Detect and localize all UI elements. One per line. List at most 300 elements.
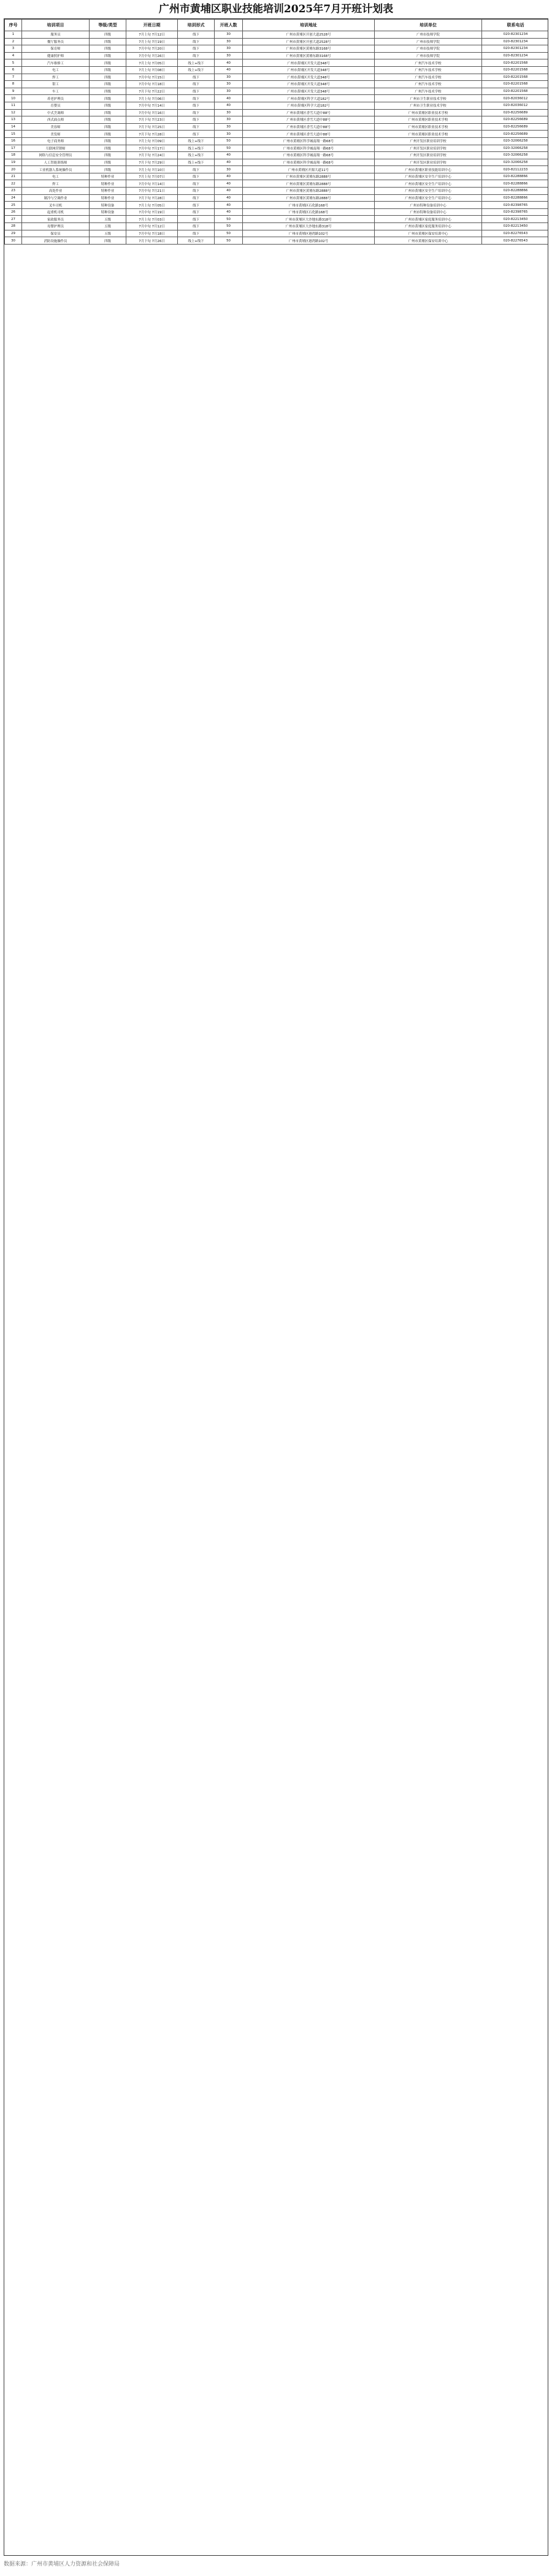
- table-row: [5, 159, 549, 166]
- column-header: 培训形式: [178, 20, 215, 31]
- table-cell: 020-82256689: [482, 131, 549, 138]
- table-row: [5, 173, 549, 180]
- table-cell: 020-82256689: [482, 123, 549, 131]
- table-cell: 020-82288866: [482, 188, 549, 195]
- table-cell: 广州市黄埔区职业技术学校: [375, 131, 482, 138]
- table-cell: 30: [215, 166, 243, 173]
- table-cell: 9: [5, 88, 22, 95]
- page-title: 广州市黄埔区职业技能培训2025年7月开班计划表: [158, 3, 394, 15]
- table-cell: 020-82213450: [482, 223, 549, 230]
- table-cell: 020-82112233: [482, 166, 549, 173]
- table-cell: 特种作业: [90, 194, 126, 202]
- table-cell: 四级: [90, 52, 126, 59]
- table-cell: 50: [215, 237, 243, 245]
- table-cell: 高处作业: [22, 188, 90, 195]
- table-cell: 四级: [90, 59, 126, 67]
- table-cell: 广州市黄埔区黄埔东路3168号: [243, 52, 375, 59]
- table-row: [5, 31, 549, 39]
- table-cell: 广州市黄埔区安全生产培训中心: [375, 188, 482, 195]
- table-cell: 线下: [178, 52, 215, 59]
- table-cell: 6: [5, 66, 22, 74]
- table-cell: 020-82398765: [482, 202, 549, 209]
- table-cell: 线上+线下: [178, 59, 215, 67]
- table-cell: 广州开发区职业培训学校: [375, 145, 482, 152]
- table-row: [5, 152, 549, 159]
- table-cell: 7月上旬 7月03日: [126, 216, 178, 223]
- table-cell: 线上+线下: [178, 145, 215, 152]
- table-cell: 叉车司机: [22, 202, 90, 209]
- table-row: [5, 109, 549, 116]
- table-cell: 四级: [90, 74, 126, 81]
- table-cell: 四级: [90, 66, 126, 74]
- table-cell: 50: [215, 216, 243, 223]
- table-cell: 四级: [90, 81, 126, 88]
- table-cell: 家政服务员: [22, 216, 90, 223]
- table-cell: 020-32066258: [482, 152, 549, 159]
- table-cell: 7月中旬 7月18日: [126, 230, 178, 237]
- table-cell: 焊工: [22, 180, 90, 188]
- table-cell: 30: [215, 81, 243, 88]
- table-cell: 40: [215, 95, 243, 102]
- table-cell: 五级: [90, 216, 126, 223]
- table-cell: 7月中旬 7月12日: [126, 223, 178, 230]
- table-row: [5, 137, 549, 145]
- table-cell: 广州市黄埔区职业技术学校: [375, 123, 482, 131]
- table-cell: 广州市黄埔区家庭服务培训中心: [375, 216, 482, 223]
- table-cell: 40: [215, 159, 243, 166]
- table-cell: 四级: [90, 45, 126, 53]
- table-cell: 12: [5, 109, 22, 116]
- table-cell: 线下: [178, 180, 215, 188]
- table-cell: 线下: [178, 31, 215, 39]
- table-row: [5, 52, 549, 59]
- table-cell: 广州市黄埔区开源大道11号: [243, 166, 375, 173]
- table-cell: 四级: [90, 166, 126, 173]
- table-cell: 020-82201568: [482, 88, 549, 95]
- column-header: 联系电话: [482, 20, 549, 31]
- table-cell: 广州市黄埔区香雪大道中88号: [243, 109, 375, 116]
- table-cell: 特种设备: [90, 208, 126, 216]
- table-cell: 7月下旬 7月26日: [126, 237, 178, 245]
- table-cell: 广州市黄埔区职业技术学校: [375, 116, 482, 124]
- table-cell: 广州市黄埔区安全生产培训中心: [375, 194, 482, 202]
- table-row: [5, 223, 549, 230]
- table-cell: 线下: [178, 131, 215, 138]
- table-cell: 线下: [178, 109, 215, 116]
- table-cell: 四级: [90, 123, 126, 131]
- table-cell: 020-82288866: [482, 194, 549, 202]
- table-cell: 1: [5, 31, 22, 39]
- table-cell: 020-32066258: [482, 137, 549, 145]
- table-cell: 广州市黄埔区职业技能培训中心: [375, 166, 482, 173]
- table-cell: 线下: [178, 102, 215, 109]
- table-cell: 四级: [90, 31, 126, 39]
- table-cell: 25: [5, 202, 22, 209]
- table-cell: 7月上旬 7月08日: [126, 66, 178, 74]
- table-cell: 线上+线下: [178, 137, 215, 145]
- column-header: 开班人数: [215, 20, 243, 31]
- table-cell: 线下: [178, 216, 215, 223]
- table-cell: 广州市黄埔区开发大道348号: [243, 59, 375, 67]
- table-cell: 50: [215, 145, 243, 152]
- table-cell: 广州市黄埔区科学城南翔一路68号: [243, 145, 375, 152]
- table-cell: 广州市黄埔区大沙地东路318号: [243, 216, 375, 223]
- table-cell: 线下: [178, 166, 215, 173]
- table-cell: 起重机司机: [22, 208, 90, 216]
- table-cell: 22: [5, 180, 22, 188]
- table-cell: 广州汽车技术学校: [375, 74, 482, 81]
- table-cell: 广州市黄埔区开发大道348号: [243, 81, 375, 88]
- table-cell: 40: [215, 180, 243, 188]
- table-cell: 美容师: [22, 123, 90, 131]
- table-cell: 广州汽车技术学校: [375, 66, 482, 74]
- table-cell: 020-82201568: [482, 66, 549, 74]
- table-cell: 中式烹调师: [22, 109, 90, 116]
- table-cell: 育婴员: [22, 102, 90, 109]
- table-cell: 020-32066258: [482, 159, 549, 166]
- table-row: [5, 102, 549, 109]
- table-cell: 线上+线下: [178, 66, 215, 74]
- table-cell: 28: [5, 223, 22, 230]
- table-cell: 7月下旬 7月28日: [126, 131, 178, 138]
- table-cell: 020-82201568: [482, 59, 549, 67]
- table-cell: 50: [215, 230, 243, 237]
- table-cell: 广州市黄埔区科学城南翔一路68号: [243, 152, 375, 159]
- table-row: [5, 145, 549, 152]
- table-cell: 线下: [178, 38, 215, 45]
- table-cell: 7月中旬 7月26日: [126, 52, 178, 59]
- table-cell: 18: [5, 152, 22, 159]
- table-cell: 线下: [178, 208, 215, 216]
- table-row: [5, 88, 549, 95]
- table-cell: 线下: [178, 202, 215, 209]
- table-cell: 四级: [90, 102, 126, 109]
- table-cell: 广州市黄埔区保安培训中心: [375, 237, 482, 245]
- table-cell: 消防设施操作员: [22, 237, 90, 245]
- table-cell: 四级: [90, 145, 126, 152]
- table-cell: 7月下旬 7月28日: [126, 194, 178, 202]
- table-row: [5, 208, 549, 216]
- table-cell: 020-82036012: [482, 95, 549, 102]
- table-cell: 15: [5, 131, 22, 138]
- table-header-row: [5, 20, 549, 31]
- table-cell: 40: [215, 202, 243, 209]
- table-cell: 7月上旬 7月19日: [126, 38, 178, 45]
- table-cell: 30: [215, 131, 243, 138]
- table-cell: 广州市黄埔区科学大道182号: [243, 95, 375, 102]
- table-cell: 40: [215, 152, 243, 159]
- table-cell: 线下: [178, 74, 215, 81]
- table-cell: 特种作业: [90, 180, 126, 188]
- table-cell: 四级: [90, 159, 126, 166]
- table-cell: 车工: [22, 88, 90, 95]
- table-cell: 020-82276543: [482, 237, 549, 245]
- column-header: 序号: [5, 20, 22, 31]
- table-cell: 2: [5, 38, 22, 45]
- table-cell: 线下: [178, 230, 215, 237]
- column-header: 培训单位: [375, 20, 482, 31]
- table-cell: 020-82398765: [482, 208, 549, 216]
- table-cell: 人工智能训练师: [22, 159, 90, 166]
- table-cell: 工业机器人系统操作员: [22, 166, 90, 173]
- table-cell: 21: [5, 173, 22, 180]
- table-cell: 广州市黄埔区石化路168号: [243, 202, 375, 209]
- table-cell: 特种作业: [90, 173, 126, 180]
- table-cell: 020-82288866: [482, 173, 549, 180]
- table-cell: 电子商务师: [22, 137, 90, 145]
- table-cell: 广州市特种设备培训中心: [375, 208, 482, 216]
- table-cell: 广州市黄埔区开创大道2528号: [243, 31, 375, 39]
- table-cell: 广州开发区职业培训学校: [375, 159, 482, 166]
- table-cell: 7月中旬 7月16日: [126, 109, 178, 116]
- table-cell: 线上+线下: [178, 152, 215, 159]
- source-note: 数据来源：广州市黄埔区人力资源和社会保障局: [4, 2561, 120, 2567]
- table-cell: 26: [5, 208, 22, 216]
- table-cell: 30: [215, 74, 243, 81]
- table-cell: 7月中旬 7月21日: [126, 188, 178, 195]
- table-cell: 广州市黄埔区安全生产培训中心: [375, 173, 482, 180]
- table-cell: 4: [5, 52, 22, 59]
- table-cell: 线下: [178, 223, 215, 230]
- table-cell: 30: [215, 38, 243, 45]
- table-cell: 广州开发区职业培训学校: [375, 152, 482, 159]
- table-cell: 钳工: [22, 81, 90, 88]
- table-cell: 20: [5, 166, 22, 173]
- table-cell: 11: [5, 102, 22, 109]
- table-cell: 线下: [178, 173, 215, 180]
- table-cell: 7月中旬 7月14日: [126, 102, 178, 109]
- table-cell: 7月上旬 7月05日: [126, 202, 178, 209]
- table-cell: 30: [215, 52, 243, 59]
- table-cell: 7月下旬 7月25日: [126, 123, 178, 131]
- table-cell: 养老护理员: [22, 95, 90, 102]
- table-cell: 020-82256689: [482, 116, 549, 124]
- table-body: [5, 31, 549, 245]
- table-cell: 广州市黄埔区开创大道2528号: [243, 38, 375, 45]
- table-cell: 广州汽车技术学校: [375, 59, 482, 67]
- table-cell: 广州市黄埔区香雪大道中88号: [243, 131, 375, 138]
- table-cell: 线上+线下: [178, 159, 215, 166]
- table-cell: 7月下旬 7月24日: [126, 152, 178, 159]
- table-row: [5, 194, 549, 202]
- table-cell: 7月上旬 7月10日: [126, 166, 178, 173]
- table-cell: 7月下旬 7月29日: [126, 159, 178, 166]
- table-cell: 广州市黄埔区科学大道182号: [243, 102, 375, 109]
- table-row: [5, 237, 549, 245]
- table-cell: 7月中旬 7月14日: [126, 180, 178, 188]
- table-cell: 广州市黄埔区开发大道348号: [243, 88, 375, 95]
- table-cell: 7: [5, 74, 22, 81]
- column-header: 开班日期: [126, 20, 178, 31]
- table-cell: 美发师: [22, 131, 90, 138]
- table-cell: 30: [215, 109, 243, 116]
- table-cell: 13: [5, 116, 22, 124]
- table-cell: 线下: [178, 81, 215, 88]
- table-cell: 广州市技师学院: [375, 31, 482, 39]
- table-cell: 8: [5, 81, 22, 88]
- table-cell: 30: [5, 237, 22, 245]
- table-cell: 广州市卫生职业技术学校: [375, 95, 482, 102]
- table-cell: 广州市黄埔区黄埔东路3168号: [243, 45, 375, 53]
- table-cell: 020-82301234: [482, 45, 549, 53]
- table-cell: 焊工: [22, 74, 90, 81]
- table-cell: 7月上旬 7月09日: [126, 137, 178, 145]
- table-row: [5, 95, 549, 102]
- table-cell: 020-32066258: [482, 145, 549, 152]
- table-cell: 广州汽车技术学校: [375, 88, 482, 95]
- table-cell: 线下: [178, 116, 215, 124]
- table-cell: 广州市黄埔区开发大道348号: [243, 66, 375, 74]
- table-cell: 保育师: [22, 45, 90, 53]
- table-cell: 广州市黄埔区黄埔东路2888号: [243, 188, 375, 195]
- table-cell: 7月中旬 7月17日: [126, 145, 178, 152]
- table-cell: 互联网营销师: [22, 145, 90, 152]
- table-cell: 7月上旬 7月06日: [126, 95, 178, 102]
- table-cell: 广州市黄埔区港湾路102号: [243, 230, 375, 237]
- table-row: [5, 81, 549, 88]
- table-cell: 广州市黄埔区科学城南翔一路68号: [243, 159, 375, 166]
- table-row: [5, 131, 549, 138]
- table-cell: 50: [215, 137, 243, 145]
- table-cell: 广州市卫生职业技术学校: [375, 102, 482, 109]
- table-cell: 020-82301234: [482, 52, 549, 59]
- table-cell: 7月上旬 7月12日: [126, 31, 178, 39]
- table-cell: 5: [5, 59, 22, 67]
- table-cell: 40: [215, 208, 243, 216]
- table-cell: 广州市黄埔区石化路168号: [243, 208, 375, 216]
- table-cell: 29: [5, 230, 22, 237]
- table-cell: 3: [5, 45, 22, 53]
- table-cell: 7月中旬 7月18日: [126, 81, 178, 88]
- table-row: [5, 230, 549, 237]
- table-cell: 线下: [178, 95, 215, 102]
- table-cell: 特种作业: [90, 188, 126, 195]
- table-cell: 广州市黄埔区职业技术学校: [375, 109, 482, 116]
- table-cell: 7月下旬 7月23日: [126, 116, 178, 124]
- table-cell: 广州市黄埔区大沙地东路318号: [243, 223, 375, 230]
- table-cell: 线下: [178, 194, 215, 202]
- table-cell: 24: [5, 194, 22, 202]
- table-cell: 服务员: [22, 31, 90, 39]
- table-cell: 保安员: [22, 230, 90, 237]
- table-cell: 7月中旬 7月20日: [126, 45, 178, 53]
- table-cell: 四级: [90, 237, 126, 245]
- table-cell: 30: [215, 45, 243, 53]
- table-cell: 30: [215, 31, 243, 39]
- table-row: [5, 38, 549, 45]
- table-cell: 7月下旬 7月22日: [126, 88, 178, 95]
- table-cell: 四级: [90, 88, 126, 95]
- table-cell: 16: [5, 137, 22, 145]
- table-cell: 四级: [90, 95, 126, 102]
- table-cell: 020-82201568: [482, 74, 549, 81]
- table-cell: 母婴护理员: [22, 223, 90, 230]
- table-row: [5, 45, 549, 53]
- table-row: [5, 116, 549, 124]
- table-cell: 020-82288866: [482, 180, 549, 188]
- table-cell: 广州开发区职业培训学校: [375, 137, 482, 145]
- table-cell: 广州市黄埔区港湾路102号: [243, 237, 375, 245]
- column-header: 培训项目: [22, 20, 90, 31]
- table-cell: 30: [215, 123, 243, 131]
- table-cell: 汽车维修工: [22, 59, 90, 67]
- table-row: [5, 59, 549, 67]
- table-cell: 020-82301234: [482, 38, 549, 45]
- table-cell: 广州市黄埔区安全生产培训中心: [375, 180, 482, 188]
- table-cell: 线上+线下: [178, 237, 215, 245]
- table-cell: 23: [5, 188, 22, 195]
- table-cell: 电工: [22, 173, 90, 180]
- table-cell: 五级: [90, 230, 126, 237]
- table-cell: 广州市技师学院: [375, 52, 482, 59]
- table-cell: 广州市技师学院: [375, 45, 482, 53]
- table-cell: 7月上旬 7月05日: [126, 59, 178, 67]
- column-header: 等级/类型: [90, 20, 126, 31]
- plan-table: [4, 19, 548, 245]
- table-cell: 020-82301234: [482, 31, 549, 39]
- table-cell: 40: [215, 102, 243, 109]
- table-cell: 制冷与空调作业: [22, 194, 90, 202]
- table-row: [5, 216, 549, 223]
- table-cell: 电工: [22, 66, 90, 74]
- table-cell: 40: [215, 173, 243, 180]
- table-cell: 19: [5, 159, 22, 166]
- table-cell: 四级: [90, 137, 126, 145]
- table-cell: 健康照护师: [22, 52, 90, 59]
- table-cell: 50: [215, 223, 243, 230]
- table-cell: 广州市黄埔区家庭服务培训中心: [375, 223, 482, 230]
- table-cell: 40: [215, 194, 243, 202]
- table-cell: 27: [5, 216, 22, 223]
- table-cell: 广州市黄埔区开发大道348号: [243, 74, 375, 81]
- table-cell: 广州市黄埔区科学城南翔一路68号: [243, 137, 375, 145]
- table-cell: 网络与信息安全管理员: [22, 152, 90, 159]
- table-row: [5, 188, 549, 195]
- table-row: [5, 166, 549, 173]
- table-cell: 餐厅服务员: [22, 38, 90, 45]
- table-row: [5, 66, 549, 74]
- table-cell: 7月上旬 7月07日: [126, 173, 178, 180]
- table-cell: 线下: [178, 88, 215, 95]
- table-cell: 30: [215, 88, 243, 95]
- column-header: 培训地址: [243, 20, 375, 31]
- table-cell: 020-82256689: [482, 109, 549, 116]
- table-cell: 广州市黄埔区黄埔东路2888号: [243, 194, 375, 202]
- table-cell: 线下: [178, 45, 215, 53]
- table-cell: 五级: [90, 223, 126, 230]
- table-row: [5, 180, 549, 188]
- table-cell: 西式面点师: [22, 116, 90, 124]
- table-cell: 14: [5, 123, 22, 131]
- table-cell: 广州市黄埔区香雪大道中88号: [243, 123, 375, 131]
- table-cell: 40: [215, 188, 243, 195]
- table-cell: 四级: [90, 116, 126, 124]
- table-cell: 广州汽车技术学校: [375, 81, 482, 88]
- table-row: [5, 74, 549, 81]
- table-cell: 广州市黄埔区黄埔东路2888号: [243, 180, 375, 188]
- table-cell: 广州市黄埔区黄埔东路2888号: [243, 173, 375, 180]
- plan-table-container[interactable]: [4, 18, 548, 2556]
- table-cell: 四级: [90, 131, 126, 138]
- table-cell: 020-82201568: [482, 81, 549, 88]
- table-cell: 7月中旬 7月19日: [126, 208, 178, 216]
- table-cell: 30: [215, 116, 243, 124]
- table-cell: 7月中旬 7月15日: [126, 74, 178, 81]
- table-row: [5, 202, 549, 209]
- table-cell: 线下: [178, 188, 215, 195]
- table-cell: 40: [215, 66, 243, 74]
- table-cell: 线下: [178, 123, 215, 131]
